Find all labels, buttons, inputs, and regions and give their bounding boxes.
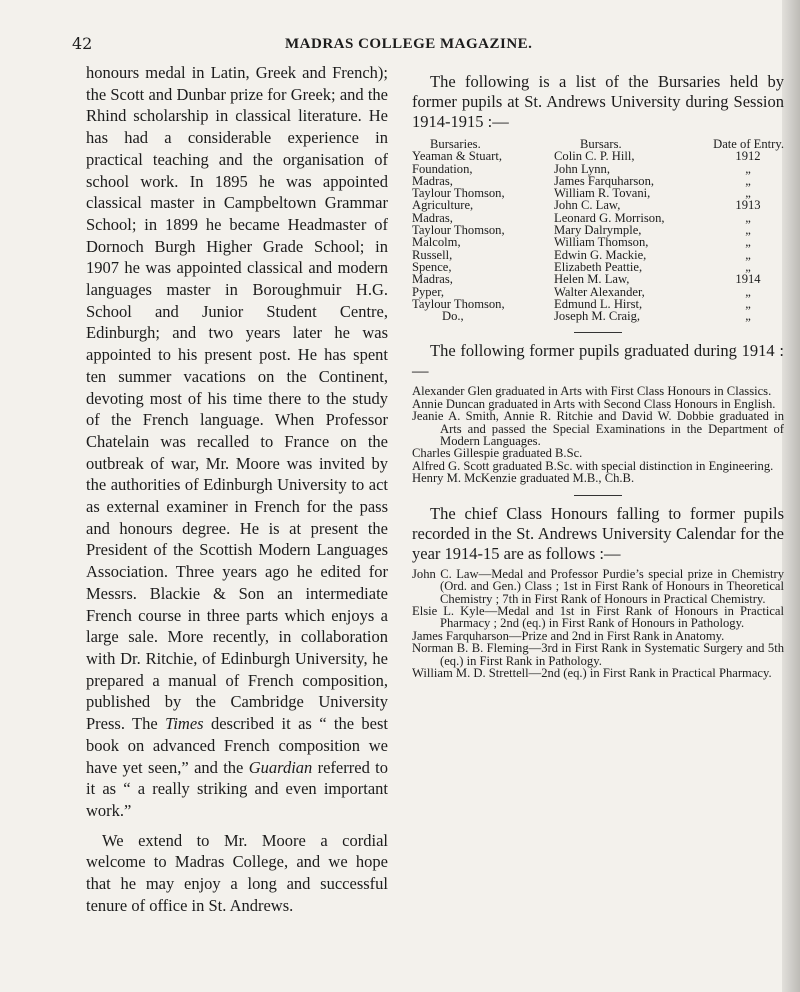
entry-date: „: [745, 235, 751, 250]
bursary-name: Yeaman & Stuart,: [412, 149, 503, 164]
entry-date: „: [745, 259, 751, 274]
bursary-name: Do.,: [442, 309, 464, 324]
bursars-col-header: Bursars.: [580, 137, 622, 151]
bursar-name: Colin C. P. Hill,: [554, 149, 635, 164]
bursaries-table-body: [412, 150, 784, 322]
entry-date: 1913: [735, 198, 761, 213]
biography-text-2: described it as “ the best book on advanced French composition we have yet seen,” and the: [86, 714, 388, 777]
honours-entry: Elsie L. Kyle—Medal and 1st in First Rank of Honours in Practical Pharmacy ; 2nd (eq.) in First Rank of Honours in Pathology.: [412, 603, 784, 631]
honours-heading: The chief Class Honours falling to former pupils recorded in the St. Andrews University Calendar for the year 1914-15 are as follows :—: [412, 503, 784, 563]
honours-entry: James Farquharson—Prize and 2nd in First Rank in Anatomy.: [412, 628, 725, 643]
bursary-row: [412, 273, 784, 285]
entry-date: 1914: [735, 272, 761, 287]
bursar-name: Leonard G. Morrison,: [554, 210, 665, 225]
bursary-name: Malcolm,: [412, 235, 461, 250]
bursaries-col-header: Bursaries.: [430, 137, 481, 151]
biography-text-1: honours medal in Latin, Greek and French); the Scott and Dunbar prize for Greek; and the Rhind scholarship in classical literature. He has had a considerable experience in practical teaching and the organisation of school work. In 1895 he was appointed classical master in Campbeltown Grammar School; in 1899 he became Headmaster of Dornoch Burgh Higher Grade School; in 1907 he was appointed classical and modern languages master in Boroughmuir H.G. School and Junior Student Centre, Edinburgh; and two years later he was appointed to his present post. He has spent ten summer vacations on the Continent, devoting most of his time there to the study of the French language. When Professor Chatelain was recalled to France on the outbreak of war, Mr. Moore was invited by the authorities of Edinburgh University to act as external examiner in French for the pass and honours degree. He is at present the President of the Scottish Modern Languages Association. Three years ago he edited for Messrs. Blackie & Son an intermediate French course in three parts which enjoys a large sale. More recently, in collaboration with Dr. Ritchie, of Edinburgh University, he prepared a manual of French composition, published by the Cambridge University Press. The: [86, 63, 388, 734]
bursar-name: William Thomson,: [554, 235, 649, 250]
right-column: [412, 72, 784, 679]
graduate-entry: Annie Duncan graduated in Arts with Second Class Honours in English.: [412, 396, 776, 411]
section-divider: [574, 495, 622, 496]
bursar-name: William R. Tovani,: [554, 186, 651, 201]
guardian-title: Guardian: [248, 757, 313, 777]
bursar-name: John C. Law,: [554, 198, 621, 213]
entry-date: „: [745, 296, 751, 311]
graduates-list: [412, 385, 784, 484]
biography-paragraph: [86, 62, 388, 822]
bursary-name: Taylour Thomson,: [412, 186, 505, 201]
bursar-name: Mary Dalrymple,: [554, 223, 642, 238]
bursar-name: John Lynn,: [554, 161, 610, 176]
entry-date: „: [745, 210, 751, 225]
bursar-name: Elizabeth Peattie,: [554, 259, 643, 274]
bursary-name: Pyper,: [412, 284, 445, 299]
bursary-name: Madras,: [412, 210, 453, 225]
graduate-entry: Alfred G. Scott graduated B.Sc. with special distinction in Engineering.: [412, 458, 774, 473]
graduate-entry: Jeanie A. Smith, Annie R. Ritchie and David W. Dobbie graduated in Arts and passed the Special Examinations in the Department of Modern Languages.: [412, 409, 784, 449]
bursary-name: Taylour Thomson,: [412, 296, 505, 311]
bursary-name: Taylour Thomson,: [412, 223, 505, 238]
biography-text-3: referred to it as “ a really striking and even important work.”: [86, 757, 388, 820]
bursary-row: [412, 286, 784, 298]
bursary-row: [412, 150, 784, 162]
bursary-row: [412, 236, 784, 248]
bursar-name: Joseph M. Craig,: [554, 309, 641, 324]
bursar-name: Edwin G. Mackie,: [554, 247, 647, 262]
graduate-entry: Alexander Glen graduated in Arts with First Class Honours in Classics.: [412, 384, 772, 399]
bursary-row: [412, 199, 784, 211]
entry-date: „: [745, 309, 751, 324]
bursary-name: Agriculture,: [412, 198, 474, 213]
page-edge: [782, 0, 800, 992]
page-number: 42: [72, 34, 93, 53]
graduate-entry: Henry M. McKenzie graduated M.B., Ch.B.: [412, 471, 635, 486]
entry-date: „: [745, 223, 751, 238]
honours-entry: John C. Law—Medal and Professor Purdie’s special prize in Chemistry (Ord. and Gen.) Class ; 1st in First Rank of Honours in Theoretical Chemistry ; 7th in First Rank of Honours in Practical Chemistry.: [412, 566, 784, 606]
graduate-entry: Charles Gillespie graduated B.Sc.: [412, 446, 583, 461]
honours-entry: William M. D. Strettell—2nd (eq.) in First Rank in Practical Pharmacy.: [412, 665, 772, 680]
bursary-name: Foundation,: [412, 161, 473, 176]
date-col-header: Date of Entry.: [713, 137, 784, 151]
bursar-name: James Farquharson,: [554, 173, 655, 188]
entry-date: 1912: [735, 149, 761, 164]
bursary-name: Spence,: [412, 259, 452, 274]
graduates-heading: The following former pupils graduated during 1914 :—: [412, 341, 784, 381]
times-title: Times: [165, 714, 204, 734]
bursary-name: Russell,: [412, 247, 453, 262]
welcome-paragraph: We extend to Mr. Moore a cordial welcome to Madras College, and we hope that he may enjoy a long and successful tenure of office in St. Andrews.: [86, 830, 388, 915]
running-title: MADRAS COLLEGE MAGAZINE.: [285, 36, 533, 52]
bursary-name: Madras,: [412, 173, 453, 188]
bursar-name: Helen M. Law,: [554, 272, 630, 287]
bursary-row: [412, 310, 784, 322]
bursar-name: Edmund L. Hirst,: [554, 296, 643, 311]
left-column: [86, 62, 388, 916]
page-header: [0, 34, 800, 58]
bursary-name: Madras,: [412, 272, 453, 287]
bursaries-table: [412, 138, 784, 322]
entry-date: „: [745, 186, 751, 201]
entry-date: „: [745, 284, 751, 299]
honours-entry: Norman B. B. Fleming—3rd in First Rank in Systematic Surgery and 5th (eq.) in First Rank in Pathology.: [412, 641, 784, 668]
entry-date: „: [745, 247, 751, 262]
bursaries-intro: The following is a list of the Bursaries held by former pupils at St. Andrews University during Session 1914-1915 :—: [412, 72, 784, 131]
entry-date: „: [745, 161, 751, 176]
bursar-name: Walter Alexander,: [554, 284, 645, 299]
section-divider: [574, 332, 622, 333]
honours-list: [412, 568, 784, 680]
entry-date: „: [745, 173, 751, 188]
